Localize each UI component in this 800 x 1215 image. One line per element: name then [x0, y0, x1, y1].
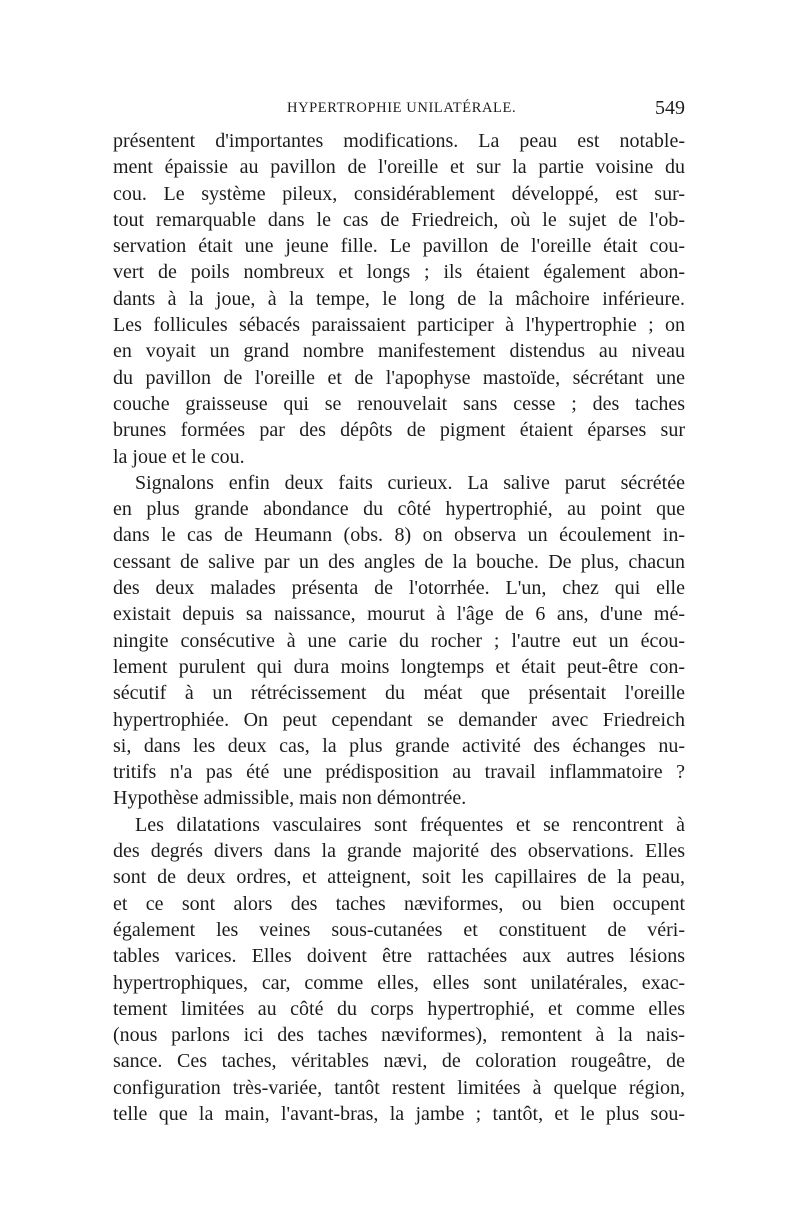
text-line: lement purulent qui dura moins longtemps et était peut-être con-	[113, 655, 685, 678]
body-text	[113, 128, 685, 1127]
paragraph-2	[113, 470, 685, 812]
text-line: ningite consécutive à une carie du rocher ; l'autre eut un écou-	[113, 629, 685, 652]
text-line: également les veines sous-cutanées et constituent de véri-	[113, 918, 685, 941]
text-line: servation était une jeune fille. Le pavillon de l'oreille était cou-	[113, 235, 685, 258]
text-line: cou. Le système pileux, considérablement développé, est sur-	[113, 182, 685, 205]
text-line: (nous parlons ici des taches næviformes), remontent à la nais-	[113, 1024, 685, 1047]
text-line: configuration très-variée, tantôt restent limitées à quelque région,	[113, 1076, 685, 1099]
text-line: tables varices. Elles doivent être rattachées aux autres lésions	[113, 945, 685, 968]
text-line: des deux malades présenta de l'otorrhée. L'un, chez qui elle	[113, 577, 685, 600]
text-line: Les dilatations vasculaires sont fréquentes et se rencontrent à	[135, 813, 685, 836]
text-line: existait depuis sa naissance, mourut à l'âge de 6 ans, d'une mé-	[113, 603, 685, 626]
text-line: si, dans les deux cas, la plus grande activité des échanges nu-	[113, 734, 685, 757]
text-line: dans le cas de Heumann (obs. 8) on observa un écoulement in-	[113, 524, 685, 547]
page-number: 549	[655, 97, 685, 119]
text-line: Signalons enfin deux faits curieux. La salive parut sécrétée	[135, 471, 685, 494]
text-line: en voyait un grand nombre manifestement distendus au niveau	[113, 340, 685, 363]
text-line: des degrés divers dans la grande majorité des observations. Elles	[113, 840, 685, 863]
running-title: HYPERTROPHIE UNILATÉRALE.	[287, 100, 517, 116]
text-line: telle que la main, l'avant-bras, la jambe ; tantôt, et le plus sou-	[113, 1102, 685, 1125]
text-line: tement limitées au côté du corps hypertrophié, et comme elles	[113, 997, 685, 1020]
text-line: tout remarquable dans le cas de Friedreich, où le sujet de l'ob-	[113, 208, 685, 231]
text-line: hypertrophiée. On peut cependant se demander avec Friedreich	[113, 708, 685, 731]
text-line: hypertrophiques, car, comme elles, elles sont unilatérales, exac-	[113, 971, 685, 994]
text-line: vert de poils nombreux et longs ; ils étaient également abon-	[113, 261, 685, 284]
text-line: sécutif à un rétrécissement du méat que présentait l'oreille	[113, 682, 685, 705]
text-line: la joue et le cou.	[113, 445, 245, 468]
text-line: tritifs n'a pas été une prédisposition au travail inflammatoire ?	[113, 761, 685, 784]
text-line: en plus grande abondance du côté hypertrophié, au point que	[113, 498, 685, 521]
paragraph-3	[113, 812, 685, 1128]
page-header	[115, 97, 685, 126]
text-line: Hypothèse admissible, mais non démontrée.	[113, 787, 467, 810]
text-line: du pavillon de l'oreille et de l'apophyse mastoïde, sécrétant une	[113, 366, 685, 389]
text-line: ment épaissie au pavillon de l'oreille et sur la partie voisine du	[113, 156, 685, 179]
text-line: sont de deux ordres, et atteignent, soit les capillaires de la peau,	[113, 866, 685, 889]
text-line: dants à la joue, à la tempe, le long de la mâchoire inférieure.	[113, 287, 685, 310]
text-line: couche graisseuse qui se renouvelait sans cesse ; des taches	[113, 392, 685, 415]
text-line: Les follicules sébacés paraissaient participer à l'hypertrophie ; on	[113, 314, 685, 337]
text-line: brunes formées par des dépôts de pigment étaient éparses sur	[113, 419, 685, 442]
text-line: sance. Ces taches, véritables nævi, de coloration rougeâtre, de	[113, 1050, 685, 1073]
paragraph-1	[113, 128, 685, 470]
text-line: présentent d'importantes modifications. La peau est notable-	[113, 130, 685, 152]
text-line: cessant de salive par un des angles de la bouche. De plus, chacun	[113, 550, 685, 573]
text-line: et ce sont alors des taches næviformes, ou bien occupent	[113, 892, 685, 915]
